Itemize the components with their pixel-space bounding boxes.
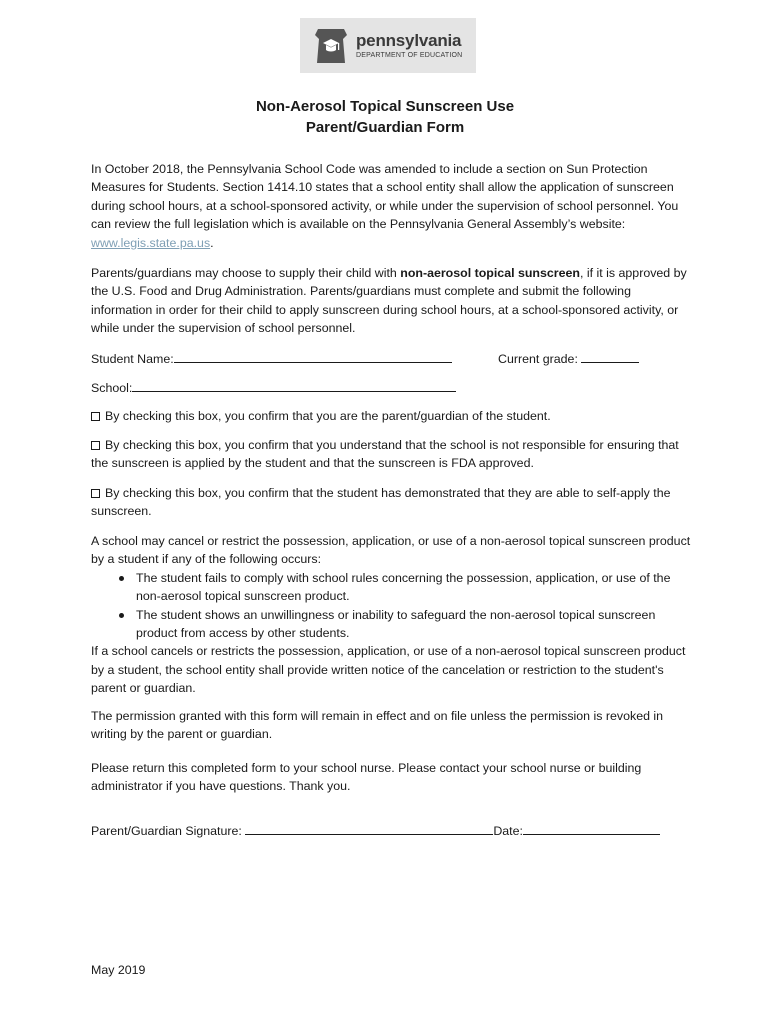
legislation-link[interactable]: www.legis.state.pa.us bbox=[91, 235, 211, 250]
checkbox-responsibility-label: By checking this box, you confirm that you understand that the school is not responsible for ensuring that the sunscreen is applied by the student and that the sunscreen is FDA approved. bbox=[91, 438, 679, 471]
keystone-icon bbox=[314, 27, 348, 65]
signature-field[interactable] bbox=[245, 821, 493, 835]
para2-after: , if it is approved by the U.S. Food and Drug Administration. Parents/guardians must complete and submit the following information in order for their child to apply sunscreen during school hours, at a school-sponsored activity, or while under the supervision of school personnel. bbox=[91, 266, 687, 336]
school-row bbox=[91, 378, 691, 397]
school-label: School: bbox=[91, 381, 133, 395]
logo-subtitle: DEPARTMENT OF EDUCATION bbox=[356, 52, 463, 59]
signature-row bbox=[91, 821, 691, 840]
logo-wordmark: pennsylvania bbox=[356, 31, 462, 50]
current-grade-field[interactable] bbox=[581, 349, 639, 363]
form-title: Non-Aerosol Topical Sunscreen Use bbox=[255, 98, 515, 115]
signature-label: Parent/Guardian Signature: bbox=[91, 824, 242, 838]
intro-end: . bbox=[210, 235, 214, 250]
checkbox-self-apply[interactable] bbox=[91, 489, 100, 498]
checkbox-self-apply-label: By checking this box, you confirm that the student has demonstrated that they are able to self-apply the sunscreen. bbox=[91, 486, 671, 519]
student-info-row bbox=[91, 349, 691, 368]
date-field[interactable] bbox=[523, 821, 660, 835]
list-item: The student shows an unwillingness or inability to safeguard the non-aerosol topical sunscreen product from access by other students. bbox=[91, 606, 691, 643]
date-label: Date: bbox=[493, 824, 523, 838]
list-item: The student fails to comply with school rules concerning the possession, application, or use of the non-aerosol topical sunscreen product. bbox=[91, 569, 691, 606]
checkbox-parent-label: By checking this box, you confirm that you are the parent/guardian of the student. bbox=[105, 409, 551, 423]
intro-paragraph bbox=[91, 160, 691, 252]
cancel-intro: A school may cancel or restrict the possession, application, or use of a non-aerosol topical sunscreen product by a student if any of the following occurs: bbox=[91, 534, 691, 567]
form-subtitle: Parent/Guardian Form bbox=[305, 119, 465, 136]
school-field[interactable] bbox=[132, 378, 456, 392]
student-name-field[interactable] bbox=[174, 349, 452, 363]
footer-date: May 2019 bbox=[91, 963, 146, 977]
permission-paragraph: The permission granted with this form will remain in effect and on file unless the permission is revoked in writing by the parent or guardian. bbox=[91, 709, 664, 742]
cancel-bullet-list bbox=[91, 569, 691, 643]
cancel-outro: If a school cancels or restricts the possession, application, or use of a non-aerosol topical sunscreen product by a student, the school entity shall provide written notice of the cancelation or restriction to the student's parent or guardian. bbox=[91, 644, 686, 696]
return-note: Please return this completed form to your school nurse. Please contact your school nurse or building administrator if you have questions. Thank you. bbox=[91, 761, 642, 794]
checkbox-responsibility-confirm bbox=[91, 436, 691, 473]
sunscreen-paragraph bbox=[91, 264, 691, 338]
para2-bold: non-aerosol topical sunscreen bbox=[400, 266, 580, 280]
checkbox-parent[interactable] bbox=[91, 412, 100, 421]
pde-logo bbox=[300, 18, 476, 73]
cancel-section bbox=[91, 532, 691, 698]
checkbox-parent-confirm bbox=[91, 407, 691, 425]
checkbox-responsibility[interactable] bbox=[91, 441, 100, 450]
para2-before: Parents/guardians may choose to supply their child with bbox=[91, 266, 401, 280]
current-grade-label: Current grade: bbox=[498, 352, 578, 366]
intro-text: In October 2018, the Pennsylvania School Code was amended to include a section on Sun Protection Measures for Students. Section 1414.10 states that a school entity shall allow the application of sunscreen during school hours, at a school-sponsored activity, or while under the supervision of school personnel. You can review the full legislation which is available on the Pennsylvania General Assembly’s website: bbox=[91, 162, 679, 232]
student-name-label: Student Name: bbox=[91, 352, 174, 366]
checkbox-self-apply-confirm bbox=[91, 484, 691, 521]
